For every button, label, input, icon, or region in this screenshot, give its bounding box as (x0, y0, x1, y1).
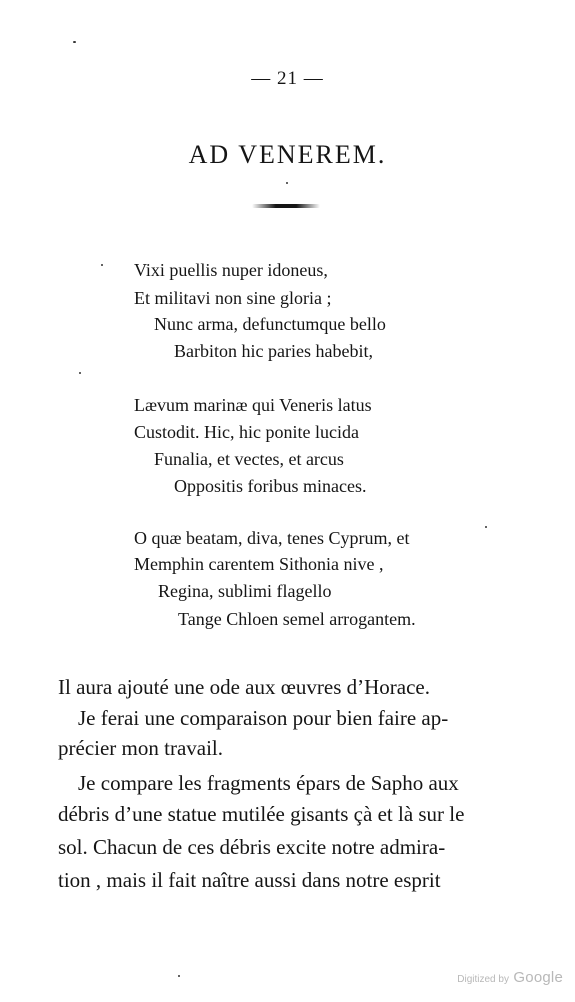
page-number: — 21 — (251, 68, 324, 89)
prose-line: sol. Chacun de ces débris excite notre admira- (58, 835, 446, 859)
verse-line: Regina, sublimi flagello (158, 581, 332, 601)
verse-line: Barbiton hic paries habebit, (174, 341, 373, 361)
scan-speck (101, 264, 103, 266)
title-ornament-rule (252, 204, 320, 208)
google-logo: Google (513, 969, 563, 986)
poem-title: AD VENEREM. (188, 140, 387, 169)
verse-line: Vixi puellis nuper idoneus, (134, 260, 328, 280)
prose-line: tion , mais il fait naître aussi dans notre esprit (58, 868, 441, 892)
watermark-prefix: Digitized by (457, 974, 509, 985)
scan-speck (485, 526, 487, 528)
prose-line: Je compare les fragments épars de Sapho aux (78, 771, 459, 795)
verse-line: Nunc arma, defunctumque bello (154, 314, 386, 334)
scan-speck (79, 372, 81, 374)
prose-line: Il aura ajouté une ode aux œuvres d’Horace. (58, 675, 431, 699)
verse-line: Custodit. Hic, hic ponite lucida (134, 422, 359, 442)
scan-speck (178, 975, 180, 977)
scan-speck (73, 41, 76, 43)
verse-line: Et militavi non sine gloria ; (134, 288, 332, 308)
verse-line: Funalia, et vectes, et arcus (154, 449, 344, 469)
scan-speck (286, 182, 288, 184)
verse-line: Tange Chloen semel arrogantem. (178, 609, 416, 629)
verse-line: O quæ beatam, diva, tenes Cyprum, et (134, 528, 410, 548)
verse-line: Memphin carentem Sithonia nive , (134, 554, 384, 574)
digitized-by-google-watermark (457, 969, 563, 987)
prose-line: précier mon travail. (58, 736, 224, 760)
verse-line: Oppositis foribus minaces. (174, 476, 367, 496)
verse-line: Lævum marinæ qui Veneris latus (134, 395, 372, 415)
prose-line: Je ferai une comparaison pour bien faire ap- (78, 706, 449, 730)
prose-line: débris d’une statue mutilée gisants çà et là sur le (58, 802, 465, 826)
